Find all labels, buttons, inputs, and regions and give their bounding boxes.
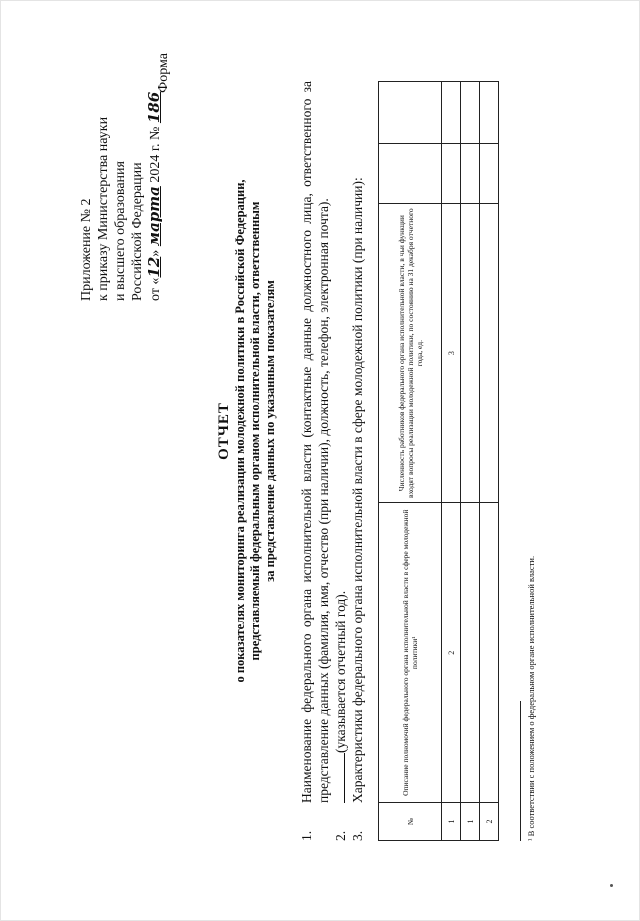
item-number: 3.: [350, 830, 365, 841]
list-item: [298, 81, 332, 841]
header-cell-empty: [379, 81, 442, 143]
table-cell: 2: [442, 502, 461, 802]
rotated-page: [20, 21, 620, 901]
annex-line-4: Российской Федерации: [130, 161, 145, 301]
header-cell-count: Численность работников федерального органа исполнительной власти, в чьи функции входят вопросы реализации молодежной политики, по состоянию на 31 декабря отчетного года, ед.: [379, 203, 442, 503]
annex-line-3: и высшего образования: [113, 160, 128, 301]
table-cell: [461, 81, 480, 143]
table-row: [480, 81, 499, 840]
item-text: Наименование федерального органа исполнительной власти (контактные данные должностного лица, ответственного за представление данных (фамилия, имя, отчество (при наличии), должность, телефон, электронная почта).: [299, 80, 331, 803]
table-cell: [461, 502, 480, 802]
list-item: [349, 81, 366, 841]
title-sub-3: за представление данных по указанным показателям: [263, 279, 277, 582]
scan-speck: [610, 884, 613, 887]
table-cell: [461, 143, 480, 203]
table-cell: 2: [480, 802, 499, 840]
title-main: ОТЧЕТ: [216, 401, 232, 460]
item-number: 2.: [333, 830, 348, 841]
date-sep: »: [148, 249, 163, 257]
annex-date: [146, 71, 164, 301]
date-year: 2024 г. №: [148, 126, 163, 183]
table-cell: 3: [442, 203, 461, 503]
date-prefix: от «: [148, 277, 163, 301]
title-sub-1: о показателях мониторинга реализации молодежной политики в Российской Федерации,: [233, 178, 247, 683]
document-title: [216, 131, 278, 731]
footnote: ¹ В соответствии с положением о федеральном органе исполнительной власти.: [526, 555, 536, 841]
list-item: [332, 81, 349, 841]
header-cell-description: Описание полномочий федерального органа исполнительной власти в сфере молодежной политики¹: [379, 502, 442, 802]
table-cell: [442, 143, 461, 203]
table-header-row: [379, 81, 442, 840]
table-cell: [480, 81, 499, 143]
date-day: 12: [145, 256, 163, 278]
table-cell: 1: [442, 802, 461, 840]
table-row: [461, 81, 480, 840]
item-number: 1.: [299, 830, 314, 841]
table-cell: [461, 203, 480, 503]
header-cell-empty: [379, 143, 442, 203]
date-month: марта: [145, 185, 163, 246]
item-text: Характеристики федерального органа исполнительной власти в сфере молодежной политики (при наличии):: [350, 176, 365, 803]
items-list: [298, 81, 366, 841]
annex-block: [78, 71, 164, 301]
table-cell: [480, 502, 499, 802]
table-cell: [480, 143, 499, 203]
footnote-divider: [520, 701, 521, 841]
table-cell: 1: [461, 802, 480, 840]
form-label: Форма: [156, 52, 171, 93]
table-cell: [442, 81, 461, 143]
characteristics-table: [378, 81, 499, 841]
table-cell: [480, 203, 499, 503]
header-cell-num: №: [379, 802, 442, 840]
date-number: 186: [145, 91, 163, 123]
title-sub-2: представляемый федеральным органом исполнительной власти, ответственным: [248, 201, 262, 660]
item-text: (указывается отчетный год).: [333, 590, 348, 753]
annex-line-1: Приложение № 2: [79, 198, 94, 301]
blank-line: [332, 753, 345, 803]
table-row: [442, 81, 461, 840]
annex-line-2: к приказу Министерства науки: [96, 116, 111, 301]
